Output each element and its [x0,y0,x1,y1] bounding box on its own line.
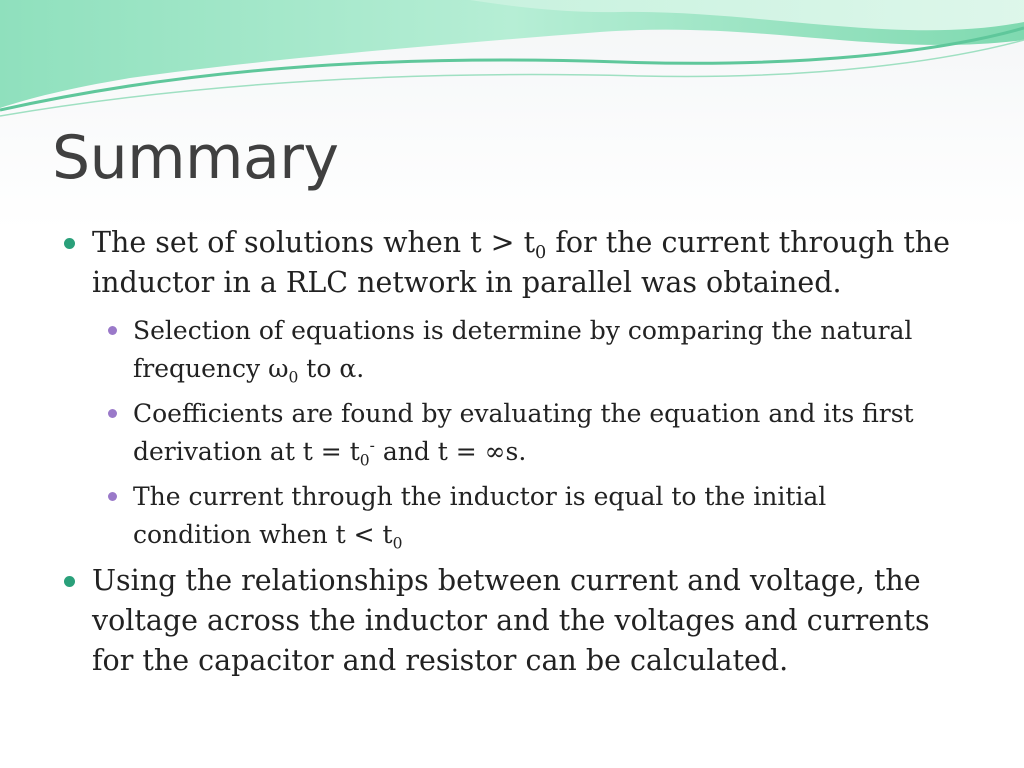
bullet-1-line-2: inductor in a RLC network in parallel was obtained. [92,266,842,299]
sub-bullet-1-line-2: frequency $\omega_0$ to α. [133,353,365,386]
sub-bullet-2 [133,395,993,470]
bullet-1-line-1: The set of solutions when $t > t_0$ for the current through the [92,226,951,264]
sub-bullet-dot [108,326,117,335]
bullet-2-line-3: for the capacitor and resistor can be calculated. [92,644,789,677]
slide-title: Summary [52,123,339,193]
bullet-dot [64,576,75,587]
sub-bullet-2-line-1: Coefficients are found by evaluating the equation and its first [133,399,914,428]
sub-bullet-1 [133,312,993,387]
sub-bullet-3-line-2: condition when $t < t_0$ [133,519,403,552]
sub-bullet-3 [133,478,993,553]
sub-bullet-1-line-1: Selection of equations is determine by comparing the natural [133,316,913,345]
bullet-1 [92,223,972,303]
bullet-2-line-2: voltage across the inductor and the voltages and currents [92,604,930,637]
sub-bullet-dot [108,409,117,418]
bullet-2-line-1: Using the relationships between current and voltage, the [92,564,921,597]
sub-bullet-dot [108,492,117,501]
bullet-dot [64,238,75,249]
bullet-2 [92,561,972,681]
sub-bullet-3-line-1: The current through the inductor is equal to the initial [133,482,827,511]
sub-bullet-2-line-2: derivation at $t = t_0^-$ and t = ∞s. [133,436,527,469]
